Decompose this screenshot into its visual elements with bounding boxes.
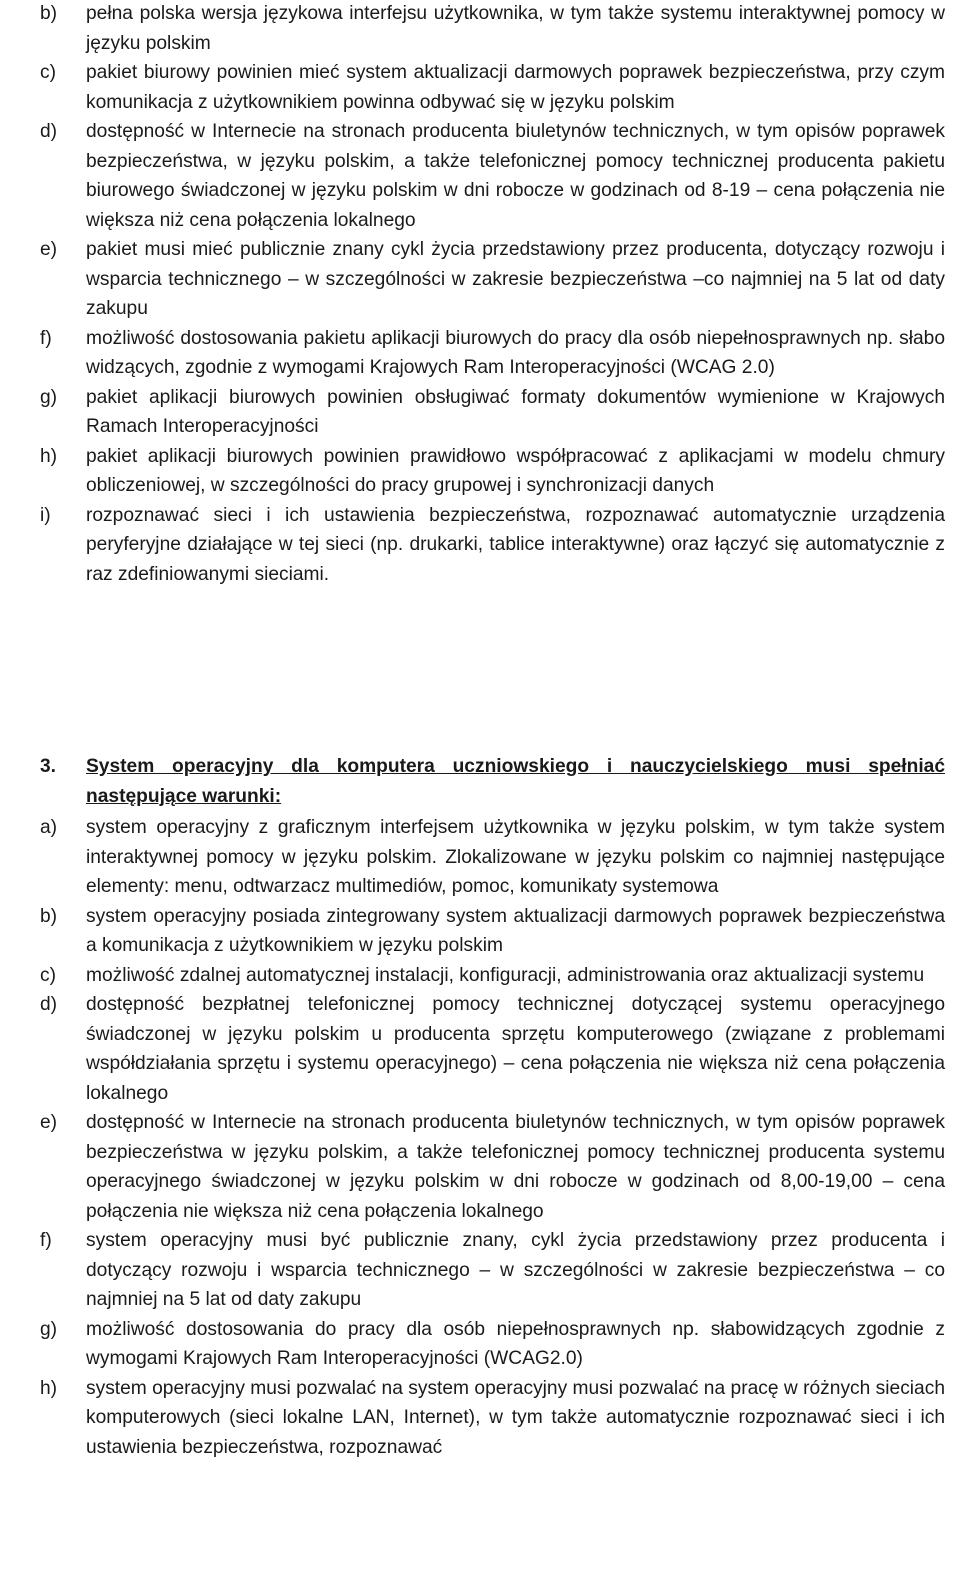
list-item-marker: e)	[40, 1112, 58, 1133]
list-item-text: pakiet aplikacji biurowych powinien prawidłowo współpracować z aplikacjami w modelu chmury obliczeniowej, w szczególności do pracy grupowej i synchronizacji danych	[86, 445, 945, 496]
list-item	[40, 442, 945, 501]
list-item	[40, 961, 945, 991]
list-item	[40, 990, 945, 1108]
list-item	[40, 1374, 945, 1463]
list-item-marker: b)	[40, 3, 58, 24]
section-title: System operacyjny dla komputera uczniowskiego i nauczycielskiego musi spełniać następujące warunki:	[86, 756, 945, 807]
list-item	[40, 324, 945, 383]
section-heading	[40, 752, 945, 811]
list-item	[40, 501, 945, 590]
list-item	[40, 1315, 945, 1374]
list-item-text: system operacyjny musi być publicznie znany, cykl życia przedstawiony przez producenta i dotyczący rozwoju i wsparcia technicznego – w szczególności w zakresie bezpieczeństwa – co najmniej na 5 lat od daty zakupu	[86, 1230, 945, 1310]
list-item-text: dostępność w Internecie na stronach producenta biuletynów technicznych, w tym opisów poprawek bezpieczeństwa w języku polskim, a także telefonicznej pomocy technicznej producenta systemu operacyjnego świadczonej w języku polskim w dni robocze w godzinach od 8,00-19,00 – cena połączenia nie większa niż cena połączenia lokalnego	[86, 1112, 945, 1222]
list-item-marker: c)	[40, 62, 56, 83]
list-item-text: pakiet biurowy powinien mieć system aktualizacji darmowych poprawek bezpieczeństwa, przy czym komunikacja z użytkownikiem powinna odbywać się w języku polskim	[86, 62, 945, 113]
list-item-marker: e)	[40, 239, 58, 260]
list-item	[40, 117, 945, 235]
list-item	[40, 58, 945, 117]
list-item-text: dostępność bezpłatnej telefonicznej pomocy technicznej dotyczącej systemu operacyjnego świadczonej w języku polskim u producenta sprzętu komputerowego (związane z problemami współdziałania sprzętu i systemu operacyjnego) – cena połączenia nie większa niż cena połączenia lokalnego	[86, 994, 945, 1104]
list-item-text: możliwość dostosowania pakietu aplikacji biurowych do pracy dla osób niepełnosprawnych np. słabo widzących, zgodnie z wymogami Krajowych Ram Interoperacyjności (WCAG 2.0)	[86, 327, 945, 378]
list-item-text: rozpoznawać sieci i ich ustawienia bezpieczeństwa, rozpoznawać automatycznie urządzenia peryferyjne działające w tej sieci (np. drukarki, tablice interaktywne) oraz łączyć się automatycznie z raz zdefiniowanymi sieciami.	[86, 504, 945, 585]
list-item-marker: d)	[40, 994, 58, 1015]
list-item-marker: g)	[40, 1318, 58, 1340]
list-item-marker: g)	[40, 386, 58, 408]
section-number: 3.	[40, 756, 57, 777]
list-item-text: pakiet musi mieć publicznie znany cykl życia przedstawiony przez producenta, dotyczący rozwoju i wsparcia technicznego – w szczególności w zakresie bezpieczeństwa –co najmniej na 5 lat od daty zakupu	[86, 239, 945, 319]
list-item-marker: i)	[40, 504, 51, 526]
list-item-marker: h)	[40, 1377, 58, 1399]
list-item-marker: c)	[40, 964, 56, 986]
list-item-text: możliwość zdalnej automatycznej instalacji, konfiguracji, administrowania oraz aktualizacji systemu	[86, 964, 925, 986]
list-item	[40, 813, 945, 902]
list-item-text: pakiet aplikacji biurowych powinien obsługiwać formaty dokumentów wymienione w Krajowych Ramach Interoperacyjności	[86, 386, 945, 437]
list-item	[40, 0, 945, 58]
list-item	[40, 235, 945, 324]
list-item	[40, 902, 945, 961]
requirements-list-operating-system	[40, 813, 945, 1462]
list-item-marker: f)	[40, 1230, 52, 1251]
list-item-marker: f)	[40, 327, 52, 349]
list-item-marker: h)	[40, 445, 58, 467]
list-item-text: możliwość dostosowania do pracy dla osób niepełnosprawnych np. słabowidzących zgodnie z wymogami Krajowych Ram Interoperacyjności (WCAG2.0)	[86, 1318, 945, 1369]
list-item	[40, 1226, 945, 1315]
list-item-text: pełna polska wersja językowa interfejsu użytkownika, w tym także systemu interaktywnej pomocy w języku polskim	[86, 3, 945, 54]
list-item-marker: b)	[40, 905, 58, 927]
list-item-text: system operacyjny z graficznym interfejsem użytkownika w języku polskim, w tym także system interaktywnej pomocy w języku polskim. Zlokalizowane w języku polskim co najmniej następujące elementy: menu, odtwarzacz multimediów, pomoc, komunikaty systemowa	[86, 817, 945, 897]
list-item-marker: a)	[40, 817, 58, 838]
list-item-text: system operacyjny posiada zintegrowany system aktualizacji darmowych poprawek bezpieczeństwa a komunikacja z użytkownikiem w języku polskim	[86, 905, 945, 956]
list-item-text: system operacyjny musi pozwalać na system operacyjny musi pozwalać na pracę w różnych sieciach komputerowych (sieci lokalne LAN, Internet), w tym także automatycznie rozpoznawać sieci i ich ustawienia bezpieczeństwa, rozpoznawać	[86, 1377, 945, 1458]
requirements-list-office-suite	[40, 0, 945, 589]
list-item-text: dostępność w Internecie na stronach producenta biuletynów technicznych, w tym opisów poprawek bezpieczeństwa, w języku polskim, a także telefonicznej pomocy technicznej producenta pakietu biurowego świadczonej w języku polskim w dni robocze w godzinach od 8-19 – cena połączenia nie większa niż cena połączenia lokalnego	[86, 121, 945, 231]
list-item	[40, 1108, 945, 1226]
list-item-marker: d)	[40, 121, 58, 142]
list-item	[40, 383, 945, 442]
